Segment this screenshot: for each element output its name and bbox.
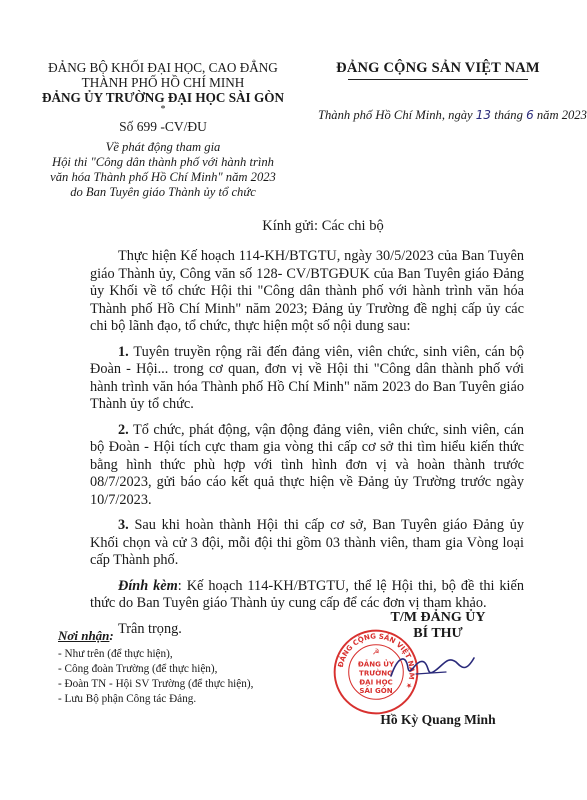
closing: Trân trọng. xyxy=(118,620,182,637)
recipient-item: - Lưu Bộ phận Công tác Đảng. xyxy=(58,693,197,705)
attachment-label: Đính kèm xyxy=(118,577,178,594)
org-line-2: THÀNH PHỐ HỒ CHÍ MINH xyxy=(81,75,245,90)
item-2-number: 2. xyxy=(118,421,129,438)
attachment-note xyxy=(90,578,524,613)
attachment-text: : Kế hoạch 114-KH/BTGTU, thể lệ Hội thi, bộ đề thi kiến thức do Ban Tuyên giáo Thành ủy cung cấp để các đơn vị tham khảo. xyxy=(90,577,525,611)
svg-text:ĐẢNG ỦY: ĐẢNG ỦY xyxy=(357,659,395,669)
subject-line-3: văn hóa Thành phố Hồ Chí Minh" năm 2023 xyxy=(50,170,276,184)
place-and-date xyxy=(318,108,587,123)
subject-line-2: Hội thi "Công dân thành phố với hành trình xyxy=(52,155,274,169)
party-name: ĐẢNG CỘNG SẢN VIỆT NAM xyxy=(336,60,540,76)
svg-text:TRƯỜNG: TRƯỜNG xyxy=(359,668,393,678)
signer-name: Hồ Kỳ Quang Minh xyxy=(380,712,496,727)
signer-role: BÍ THƯ xyxy=(413,626,463,641)
on-behalf-label: T/M ĐẢNG ỦY xyxy=(390,610,486,625)
subject-line-1: Về phát động tham gia xyxy=(105,140,221,154)
intro-paragraph: Thực hiện Kế hoạch 114-KH/BTGTU, ngày 30/5/2023 của Ban Tuyên giáo Thành ủy, Công văn số 128- CV/BTGĐUK của Ban Tuyên giáo Đảng ủy Khối về tổ chức Hội thi "Công dân thành phố với hành trình văn hóa Thành phố Hồ Chí Minh" năm 2023; Đảng ủy Trường đề nghị cấp ủy các chi bộ lãnh đạo, tổ chức, thực hiện một số nội dung sau: xyxy=(90,248,524,334)
item-1 xyxy=(90,344,524,414)
item-3 xyxy=(90,517,524,570)
subject-line-4: do Ban Tuyên giáo Thành ủy tổ chức xyxy=(70,185,256,199)
handwritten-day: 13 xyxy=(475,108,492,122)
recipient-item: - Như trên (để thực hiện), xyxy=(58,648,173,660)
star-mark: * xyxy=(160,104,166,115)
recipients-block xyxy=(58,628,278,707)
signature-block xyxy=(335,610,538,728)
place-date-prefix: Thành phố Hồ Chí Minh, ngày xyxy=(318,108,473,122)
svg-text:SÀI GÒN: SÀI GÒN xyxy=(359,686,393,696)
item-2-text: Tổ chức, phát động, vận động đảng viên, viên chức, sinh viên, cán bộ Đoàn - Hội tích cực tham gia vòng thi cấp cơ sở thi tìm hiểu kiến thức bằng hình thức phù hợp với tình hình đơn vị và hoàn thành trước 08/7/2023, gửi báo cáo kết quả thực hiện về Đảng ủy Trường trước ngày 10/7/2023. xyxy=(90,421,524,508)
document-subject xyxy=(28,140,298,200)
greeting: Kính gửi: Các chi bộ xyxy=(262,218,384,234)
year-label: năm 2023 xyxy=(536,108,587,122)
recipients-label-text: Nơi nhận xyxy=(58,628,110,643)
svg-text:ĐẠI HỌC: ĐẠI HỌC xyxy=(359,677,393,687)
recipient-item: - Đoàn TN - Hội SV Trường (để thực hiện), xyxy=(58,678,254,690)
svg-text:☭: ☭ xyxy=(372,647,380,657)
item-1-text: Tuyên truyền rộng rãi đến đảng viên, viên chức, sinh viên, cán bộ Đoàn - Hội... trong cơ quan, đơn vị về Hội thi "Công dân thành phố với hành trình văn hóa Thành phố Hồ Chí Minh" năm 2023 do Ban Tuyên giáo Thành ủy tổ chức. xyxy=(90,343,524,412)
document-number: Số 699 -CV/ĐU xyxy=(119,119,207,134)
issuing-organization xyxy=(28,60,298,200)
svg-text:ĐẢNG CỘNG SẢN VIỆT NAM ★: ĐẢNG CỘNG SẢN VIỆT NAM ★ xyxy=(335,631,417,691)
national-header xyxy=(318,60,587,123)
org-line-3: ĐẢNG ỦY TRƯỜNG ĐẠI HỌC SÀI GÒN xyxy=(41,90,285,105)
handwritten-month: 6 xyxy=(526,108,534,122)
item-2 xyxy=(90,422,524,510)
item-1-number: 1. xyxy=(118,343,129,360)
item-3-text: Sau khi hoàn thành Hội thi cấp cơ sở, Ban Tuyên giáo Đảng ủy Khối chọn và cử 3 đội, mỗi đội thi gồm 03 thành viên, tham gia Vòng loại cấp Thành phố. xyxy=(90,517,525,568)
item-3-number: 3. xyxy=(118,517,129,533)
org-line-1: ĐẢNG BỘ KHỐI ĐẠI HỌC, CAO ĐẲNG xyxy=(48,60,278,75)
month-label: tháng xyxy=(494,108,523,122)
recipients-label xyxy=(58,628,278,643)
recipients-colon: : xyxy=(109,628,114,643)
header-underline xyxy=(348,79,528,80)
document-body xyxy=(90,248,524,646)
recipient-item: - Công đoàn Trường (để thực hiện), xyxy=(58,663,218,675)
